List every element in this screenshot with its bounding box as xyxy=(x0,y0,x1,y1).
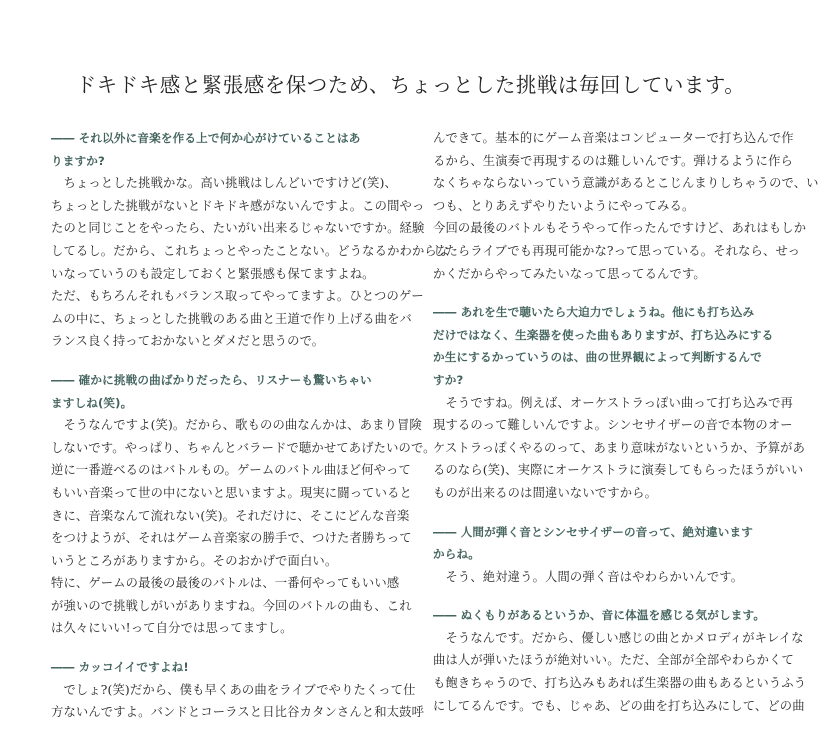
answer-text-line: しないです。やっぱり、ちゃんとバラードで聴かせてあげたいので。 xyxy=(51,440,436,455)
answer-text-line: そう、絶対違う。人間の弾く音はやわらかいんです。 xyxy=(433,569,744,584)
interviewer-question-line: だけではなく、生楽器を使った曲もありますが、打ち込みにする xyxy=(433,327,774,342)
answer-text-line: たのと同じことをやったら、たいがい出来るじゃないですか。経験 xyxy=(51,221,425,236)
interviewer-question-line: りますか? xyxy=(51,153,105,168)
answer-text-line: んできて。基本的にゲーム音楽はコンピューターで打ち込んで作 xyxy=(433,131,794,145)
interviewer-question-line: ―― カッコイイですよね! xyxy=(51,660,189,675)
article-headline: ドキドキ感と緊張感を保つため、ちょっとした挑戦は毎回しています。 xyxy=(75,73,746,97)
paragraph-gap xyxy=(51,640,403,656)
paragraph-gap xyxy=(433,588,785,604)
answer-text-line: いうところがありますから。そのおかげで面白い。 xyxy=(51,553,338,568)
answer-text-line: ただ、もちろんそれもバランス取ってやってますよ。ひとつのゲー xyxy=(51,289,424,304)
interviewer-question-line: ますしね(笑)。 xyxy=(51,395,133,410)
answer-text-line: してるし。だから、これちょっとやったことない。どうなるかわからな xyxy=(51,243,450,258)
answer-text-line: ケストラっぽくやるのって、あまり意味がないというか、予算があ xyxy=(433,440,806,455)
answer-text-line: ランス良く持っておかないとダメだと思うので。 xyxy=(51,334,325,349)
answer-text-line: るのなら(笑)、実際にオーケストラに演奏してもらったほうがいい xyxy=(433,463,804,478)
answer-text-line: にしてるんです。でも、じゃあ、どの曲を打ち込みにして、どの曲 xyxy=(433,698,805,713)
answer-text-line: なくちゃならないっていう意識があるとこじんまりしちゃうので、い xyxy=(433,176,819,191)
answer-text-line: ムの中に、ちょっとした挑戦のある曲と王道で作り上げる曲をバ xyxy=(51,311,412,326)
interviewer-question-line: ―― 人間が弾く音とシンセサイザーの音って、絶対違います xyxy=(433,524,753,539)
answer-text-line: もいい音楽って世の中にないと思いますよ。現実に闘っていると xyxy=(51,485,412,500)
answer-text-line: かくだからやってみたいなって思ってるんです。 xyxy=(433,266,706,281)
answer-text-line: も飽きちゃうので、打ち込みもあれば生楽器の曲もあるというふう xyxy=(433,676,807,691)
answer-text-line: でしょ?(笑)だから、僕も早くあの曲をライブでやりたくって仕 xyxy=(51,682,416,697)
paragraph-gap xyxy=(433,505,785,521)
interviewer-question-line: ―― 確かに挑戦の曲ばかりだったら、リスナーも驚いちゃい xyxy=(51,372,372,387)
interviewer-question-line: ―― ぬくもりがあるというか、音に体温を感じる気がします。 xyxy=(433,608,766,623)
answer-text-line: 方ないんですよ。バンドとコーラスと日比谷カタンさんと和太鼓呼 xyxy=(51,705,425,720)
left-text-column xyxy=(51,127,450,724)
right-text-column xyxy=(433,127,819,717)
interviewer-question-line: か生にするかっていうのは、曲の世界観によって判断するんで xyxy=(433,350,762,365)
answer-text-line: 特に、ゲームの最後の最後のバトルは、一番何やってもいい感 xyxy=(51,576,400,591)
answer-text-line: ちょっとした挑戦かな。高い挑戦はしんどいですけど(笑)、 xyxy=(51,176,397,191)
paragraph-gap xyxy=(51,353,403,369)
answer-text-line: をつけようが、それはゲーム音楽家の勝手で、つけた者勝ちって xyxy=(51,531,412,546)
paragraph-gap xyxy=(433,285,785,301)
interviewer-question-line: からね。 xyxy=(433,547,480,562)
answer-text-line: が強いので挑戦しがいがありますね。今回のバトルの曲も、これ xyxy=(51,598,412,613)
answer-text-line: そうですね。例えば、オーケストラっぽい曲って打ち込みで再 xyxy=(433,395,793,410)
answer-text-line: るから、生演奏で再現するのは難しいんです。弾けるように作ら xyxy=(433,153,793,168)
answer-text-line: つも、とりあえずやりたいようにやってみる。 xyxy=(433,198,695,213)
answer-text-line: 曲は人が弾いたほうが絶対いい。ただ、全部が全部やわらかくて xyxy=(433,653,794,668)
answer-text-line: そうなんです。だから、優しい感じの曲とかメロディがキレイな xyxy=(433,630,804,645)
answer-text-line: 今回の最後のバトルもそうやって作ったんですけど、あれはもしか xyxy=(433,221,807,236)
answer-text-line: ものが出来るのは間違いないですから。 xyxy=(433,485,658,500)
answer-text-line: ちょっとした挑戦がないとドキドキ感がないんですよ。この間やっ xyxy=(51,198,425,213)
answer-text-line: したらライブでも再現可能かな?って思っている。それなら、せっ xyxy=(433,243,801,258)
answer-text-line: 逆に一番遊べるのはバトルもの。ゲームのバトル曲ほど何やって xyxy=(51,463,411,478)
answer-text-line: は久々にいい!って自分では思ってますし。 xyxy=(51,621,293,636)
answer-text-line: きに、音楽なんて流れない(笑)。それだけに、そこにどんな音楽 xyxy=(51,508,410,523)
answer-text-line: 現するのって難しいんですよ。シンセサイザーの音で本物のオー xyxy=(433,418,793,433)
interviewer-question-line: すか? xyxy=(433,372,464,387)
interviewer-question-line: ―― あれを生で聴いたら大迫力でしょうね。他にも打ち込み xyxy=(433,305,755,320)
answer-text-line: いなっていうのも設定しておくと緊張感も保てますよね。 xyxy=(51,266,375,281)
interviewer-question-line: ―― それ以外に音楽を作る上で何か心がけていることはあ xyxy=(51,131,361,145)
answer-text-line: そうなんですよ(笑)。だから、歌ものの曲なんかは、あまり冒険 xyxy=(51,418,422,433)
